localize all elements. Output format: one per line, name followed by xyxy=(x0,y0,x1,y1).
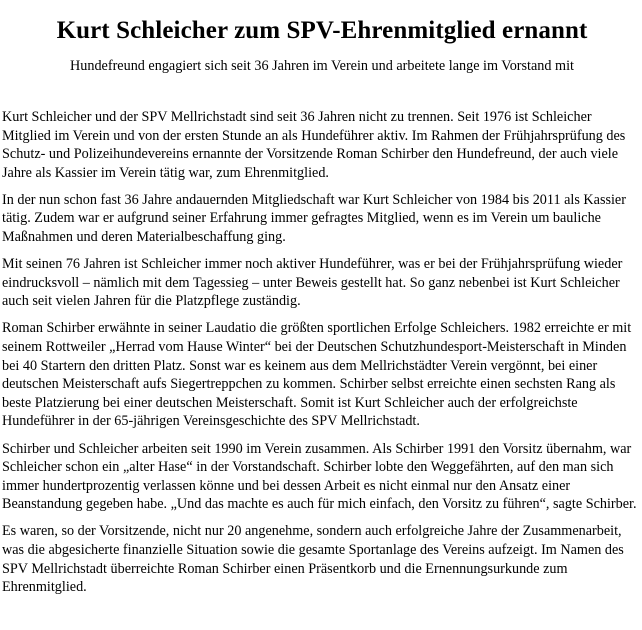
article-paragraph-3: Mit seinen 76 Jahren ist Schleicher immer noch aktiver Hundeführer, was er bei der Frühjahrsprüfung wieder eindrucksvoll – nämlich mit dem Tagessieg – unter Beweis gestellt hat. So ganz nebenbei ist Kurt Schleicher auch seit vielen Jahren für die Platzpflege zuständig. xyxy=(2,256,623,310)
article-title: Kurt Schleicher zum SPV-Ehrenmitglied ernannt xyxy=(56,17,588,44)
article-paragraph-1: Kurt Schleicher und der SPV Mellrichstadt sind seit 36 Jahren nicht zu trennen. Seit 1976 ist Schleicher Mitglied im Verein und von der ersten Stunde an als Hundeführer aktiv. Im Rahmen der Frühjahrsprüfung des Schutz- und Polizeihundevereins ernannte der Vorsitzende Roman Schirber den Hundefreund, der auch viele Jahre als Kassier im Verein tätig war, zum Ehrenmitglied. xyxy=(2,109,626,181)
article-paragraph-2: In der nun schon fast 36 Jahre andauernden Mitgliedschaft war Kurt Schleicher von 1984 bis 2011 als Kassier tätig. Zudem war er aufgrund seiner Erfahrung immer gefragtes Mitglied, wenn es im Verein um bauliche Maßnahmen und deren Materialbeschaffung ging. xyxy=(2,191,626,246)
article-subtitle: Hundefreund engagiert sich seit 36 Jahren im Verein und arbeitete lange im Vorstand mit xyxy=(70,58,574,74)
article-paragraph-5: Schirber und Schleicher arbeiten seit 1990 im Verein zusammen. Als Schirber 1991 den Vorsitz übernahm, war Schleicher schon ein „alter Hase“ in der Vorstandschaft. Schirber lobte den Weggefährten, auf den man sich immer hundertprozentig verlassen könne und bei dessen Arbeit es nicht einmal nur den Ansatz einer Beanstandung gegeben habe. „Und das machte es auch für mich einfach, den Vorsitz zu führen“, sagte Schirber. xyxy=(2,440,637,513)
article-paragraph-4: Roman Schirber erwähnte in seiner Laudatio die größten sportlichen Erfolge Schleichers. 1982 erreichte er mit seinem Rottweiler „Herrad vom Hause Winter“ bei der Deutschen Schutzhundesport-Meisterschaft in Minden bei 40 Startern den dritten Platz. Sonst war es keinem aus dem Mellrichstädter Verein vergönnt, bei einer deutschen Meisterschaft aufs Siegertreppchen zu kommen. Schirber selbst erreichte einen sechsten Rang als beste Platzierung bei einer deutschen Meisterschaft. Somit ist Kurt Schleicher auch der erfolgreichste Hundeführer in der 65-jährigen Vereinsgeschichte des SPV Mellrichstadt. xyxy=(2,320,632,430)
article-body xyxy=(2,108,642,597)
article-paragraph-6: Es waren, so der Vorsitzende, nicht nur 20 angenehme, sondern auch erfolgreiche Jahre der Zusammenarbeit, was die abgesicherte finanzielle Situation sowie die gesamte Sportanlage des Vereins aufzeigt. Im Namen des SPV Mellrichstadt überreichte Roman Schirber einen Präsentkorb und die Ernennungsurkunde zum Ehrenmitglied. xyxy=(2,523,624,596)
